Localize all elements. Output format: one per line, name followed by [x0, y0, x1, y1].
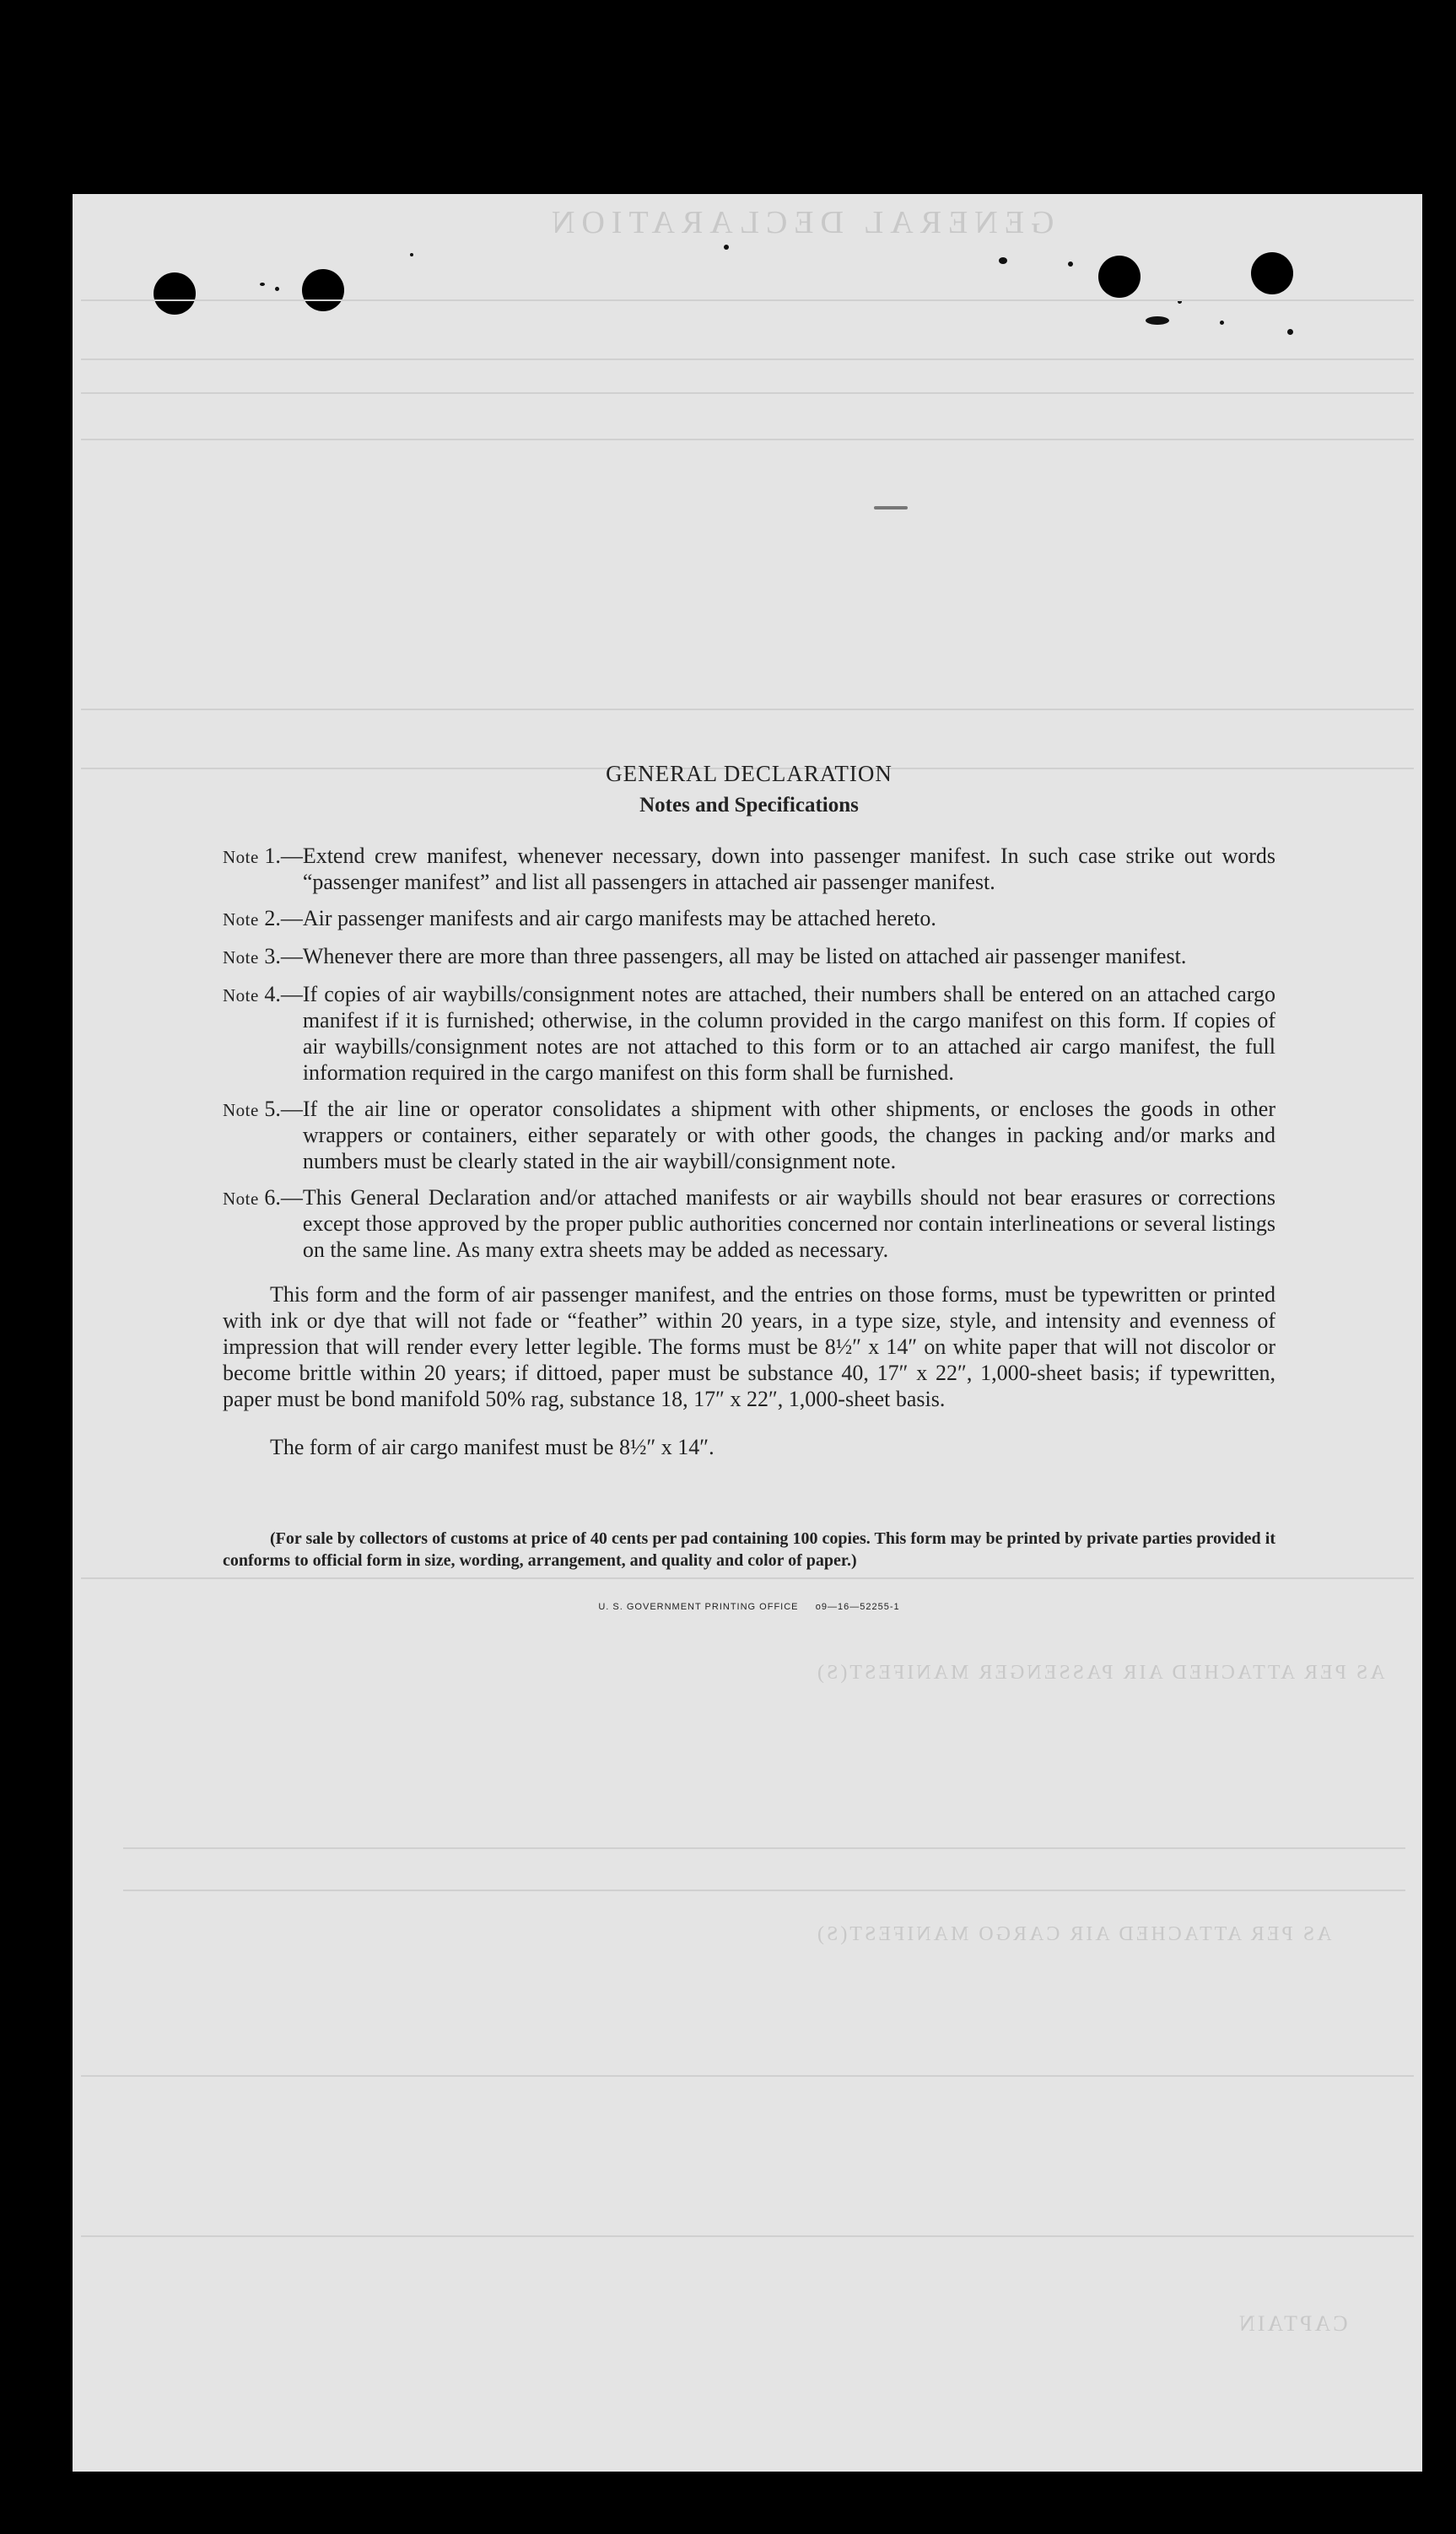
punch-hole — [1251, 252, 1293, 294]
speck — [410, 253, 413, 256]
speck — [1146, 316, 1169, 325]
note-text: If the air line or operator consolidates a shipment with other shipments, or encloses the goods in other wrappers or containers, either separately or with other goods, the changes in packing and/or marks and numbers must be clearly stated in the air waybill/consignment note. — [302, 1097, 1275, 1173]
bleed-through-line — [81, 392, 1414, 394]
note-text: Extend crew manifest, whenever necessary, down into passenger manifest. In such case strike out words “passenger manifest” and list all passengers in attached air passenger manifest. — [302, 844, 1275, 894]
speck — [260, 283, 265, 286]
note-text: This General Declaration and/or attached manifests or air waybills should not bear erasures or corrections except those approved by the proper public authorities concerned nor contain interlineations or several listings on the same line. As many extra sheets may be added as necessary. — [302, 1185, 1275, 1262]
speck — [1068, 261, 1073, 267]
speck — [1287, 329, 1293, 335]
note-text: Whenever there are more than three passengers, all may be listed on attached air passenger manifest. — [302, 944, 1187, 968]
printer-imprint: U. S. GOVERNMENT PRINTING OFFICE o9—16—52255-1 — [598, 1602, 900, 1612]
note-label: Note 3.— — [223, 944, 303, 968]
note-label: Note 6.— — [223, 1185, 303, 1210]
punch-hole — [302, 269, 344, 311]
note-text: Air passenger manifests and air cargo manifests may be attached hereto. — [302, 906, 936, 930]
bleed-through-line — [81, 359, 1414, 360]
specifications-paragraph: This form and the form of air passenger manifest, and the entries on those forms, must be typewritten or printed with ink or dye that will not fade or “feather” within 20 years, in a type size, style, and intensity and evenness of impression that will render every letter legible. The forms must be 8½″ x 14″ on white paper that will not discolor or become brittle within 20 years; if dittoed, paper must be substance 40, 17″ x 22″, 1,000-sheet basis; if typewritten, paper must be bond manifold 50% rag, substance 18, 17″ x 22″, 1,000-sheet basis. — [223, 1282, 1275, 1411]
note-item — [223, 981, 1275, 1086]
note-item — [223, 943, 1275, 971]
note-label: Note 4.— — [223, 982, 303, 1006]
punch-hole — [1098, 256, 1141, 298]
page-subtitle: Notes and Specifications — [639, 794, 859, 817]
note-item — [223, 1184, 1275, 1263]
bleed-through-title: GENERAL DECLARATION — [545, 205, 1054, 240]
notes-list — [223, 843, 1275, 1263]
bleed-through-line — [81, 2075, 1414, 2077]
bleed-through-line — [123, 1847, 1405, 1849]
note-item — [223, 905, 1275, 933]
speck — [724, 245, 729, 250]
document-page — [73, 194, 1422, 2472]
notes-content — [223, 761, 1275, 1612]
page-title: GENERAL DECLARATION — [606, 761, 892, 786]
bleed-through-line — [81, 299, 1414, 301]
speck — [874, 506, 908, 509]
punch-hole — [154, 272, 196, 315]
speck — [1220, 321, 1224, 325]
note-text: If copies of air waybills/consignment notes are attached, their numbers shall be entered on an attached cargo manifest if it is furnished; otherwise, in the column provided in the cargo manifest on this form. If copies of air waybills/consignment notes are not attached to this form or to an attached air cargo manifest, the full information required in the cargo manifest on this form shall be furnished. — [302, 982, 1275, 1085]
bleed-through-passenger: AS PER ATTACHED AIR PASSENGER MANIFEST(S) — [815, 1662, 1385, 1684]
cargo-manifest-size: The form of air cargo manifest must be 8½″ x 14″. — [270, 1435, 715, 1459]
note-item — [223, 1096, 1275, 1174]
speck — [275, 287, 279, 291]
bleed-through-cargo: AS PER ATTACHED AIR CARGO MANIFEST(S) — [815, 1923, 1332, 1945]
note-item — [223, 843, 1275, 895]
bleed-through-line — [81, 709, 1414, 710]
note-label: Note 2.— — [223, 906, 303, 930]
bleed-through-line — [81, 439, 1414, 440]
sale-notice: (For sale by collectors of customs at price of 40 cents per pad containing 100 copies. This form may be printed by private parties provided it conforms to official form in size, wording, arrangement, and quality and color of paper.) — [223, 1529, 1275, 1570]
bleed-through-captain: CAPTAIN — [1237, 2311, 1348, 2336]
speck — [999, 257, 1007, 264]
note-label: Note 5.— — [223, 1097, 303, 1121]
note-label: Note 1.— — [223, 844, 303, 868]
bleed-through-line — [81, 2235, 1414, 2237]
bleed-through-line — [123, 1890, 1405, 1891]
